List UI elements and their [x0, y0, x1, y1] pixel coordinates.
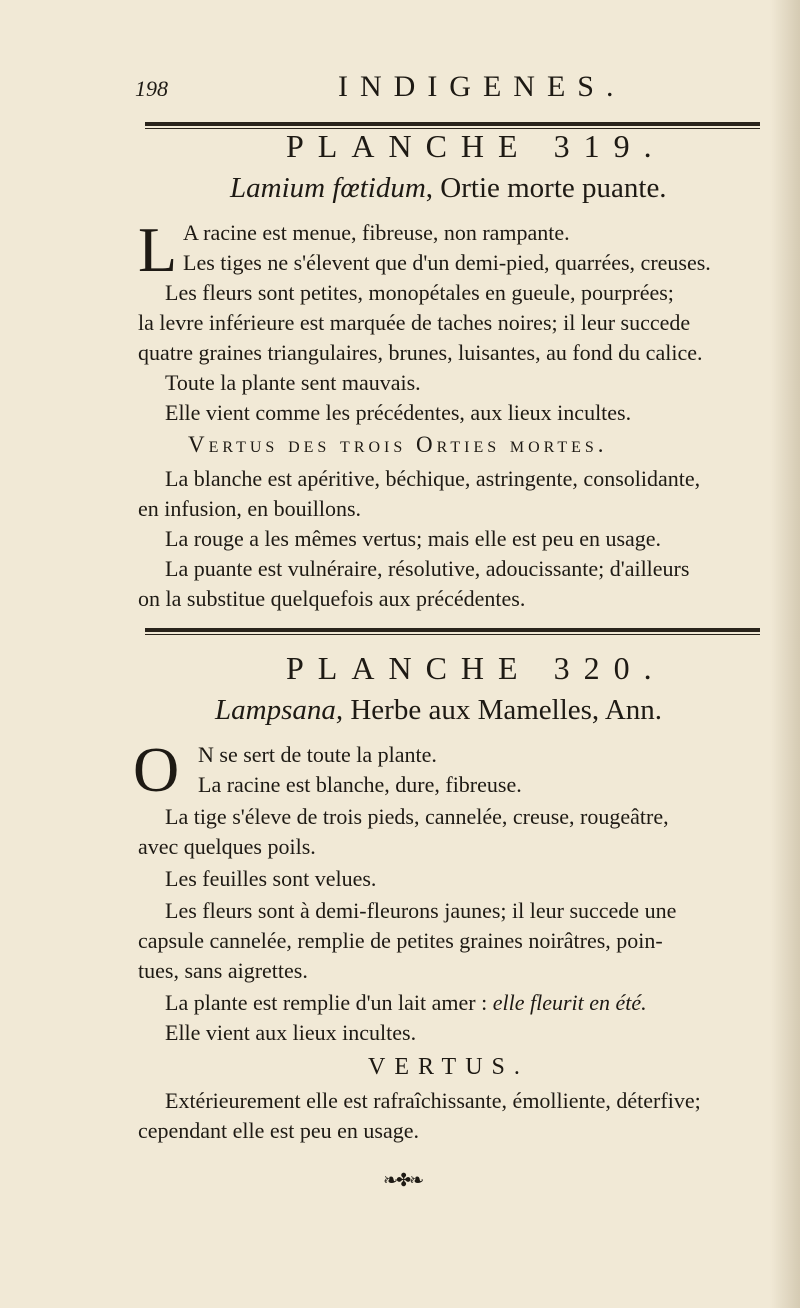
text-line: La rouge a les mêmes vertus; mais elle est peu en usage.: [165, 526, 662, 551]
text-line: Les fleurs sont petites, monopétales en gueule, pourprées;: [165, 280, 674, 305]
text-line: Les feuilles sont velues.: [165, 866, 377, 891]
drop-cap: O: [133, 734, 180, 805]
latin-name: Lampsana,: [215, 694, 344, 726]
planche-320-subtitle: [215, 694, 662, 727]
vertus-heading: Vertus des trois Orties mortes.: [188, 432, 608, 457]
common-name: Herbe aux Mamelles, Ann.: [350, 694, 663, 726]
milk-line: La plante est remplie d'un lait amer :: [165, 990, 488, 1015]
text-line: Toute la plante sent mauvais.: [165, 370, 421, 395]
page-edge-shadow: [770, 0, 800, 1308]
text-line: quatre graines triangulaires, brunes, luisantes, au fond du calice.: [138, 340, 703, 365]
text-line: cependant elle est peu en usage.: [138, 1118, 419, 1143]
text-line: N se sert de toute la plante.: [198, 742, 437, 767]
text-line: on la substitue quelquefois aux précédentes.: [138, 586, 526, 611]
planche-319-heading: PLANCHE 319.: [286, 128, 666, 164]
latin-name: Lamium fœtidum: [230, 172, 426, 204]
common-name: , Ortie morte puante.: [425, 172, 667, 204]
fleuron-ornament: ❧✤❧: [383, 1170, 423, 1190]
text-line: Les fleurs sont à demi-fleurons jaunes; il leur succede une: [165, 898, 677, 923]
text-line: tues, sans aigrettes.: [138, 958, 308, 983]
text-line: La puante est vulnéraire, résolutive, adoucissante; d'ailleurs: [165, 556, 690, 581]
flowering-note: elle fleurit en été.: [492, 990, 647, 1015]
planche-319-subtitle: [230, 172, 667, 205]
text-line: Elle vient comme les précédentes, aux lieux incultes.: [165, 400, 632, 425]
text-line: La tige s'éleve de trois pieds, cannelée, creuse, rougeâtre,: [165, 804, 669, 829]
text-line: [165, 990, 647, 1016]
running-title: INDIGENES.: [338, 70, 626, 103]
text-line: A racine est menue, fibreuse, non rampante.: [183, 220, 570, 245]
text-line: capsule cannelée, remplie de petites graines noirâtres, poin-: [138, 928, 663, 953]
text-line: La blanche est apéritive, béchique, astringente, consolidante,: [165, 466, 701, 491]
page-number: 198: [135, 76, 168, 101]
text-line: Extérieurement elle est rafraîchissante, émolliente, déterfive;: [165, 1088, 701, 1113]
planche-320-heading: PLANCHE 320.: [286, 650, 666, 686]
drop-cap: L: [138, 214, 178, 285]
vertus-heading: VERTUS.: [368, 1054, 529, 1080]
text-line: la levre inférieure est marquée de taches noires; il leur succede: [138, 310, 691, 335]
text-line: en infusion, en bouillons.: [138, 496, 362, 521]
page-header: [0, 58, 800, 108]
habitat-line: Elle vient aux lieux incultes.: [165, 1020, 417, 1045]
text-line: avec quelques poils.: [138, 834, 316, 859]
section-rule: [145, 628, 760, 635]
text-line: Les tiges ne s'élevent que d'un demi-pied, quarrées, creuses.: [183, 250, 711, 275]
text-line: La racine est blanche, dure, fibreuse.: [198, 772, 522, 797]
